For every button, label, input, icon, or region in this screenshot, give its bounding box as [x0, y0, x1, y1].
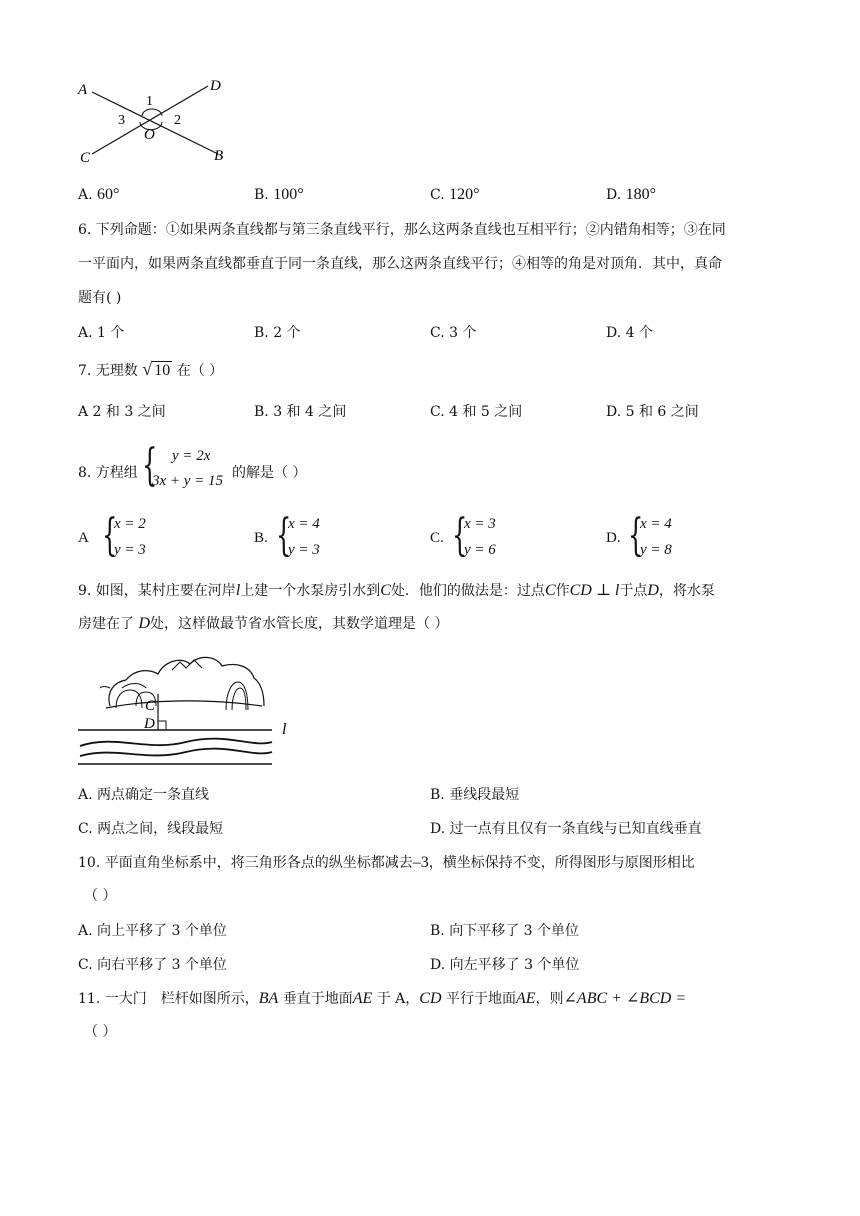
label-c: C	[80, 150, 91, 166]
symbol-ae: AE	[515, 990, 536, 1007]
intersecting-lines-figure	[74, 72, 234, 168]
right-angle-mark	[158, 721, 166, 730]
q6-option-a[interactable]: A. 1 个	[78, 325, 125, 341]
line-ab	[92, 92, 218, 154]
brace: {	[628, 510, 644, 561]
hill-detail	[122, 684, 146, 689]
q8-prefix: 8. 方程组	[78, 465, 138, 481]
label-a: A	[78, 82, 88, 98]
text: 10. 平面直角坐标系中，将三角形各点的纵坐标都减去	[78, 855, 413, 871]
q5-option-c[interactable]	[430, 186, 480, 204]
q8-option-c[interactable]	[430, 510, 530, 564]
option-eq1: x = 4	[640, 516, 672, 532]
label-o: O	[144, 127, 155, 143]
hills-outline	[109, 657, 264, 706]
text: ，横坐标保持不变，所得图形与原图形相比	[428, 855, 695, 871]
q6-stem-line2: 一平面内，如果两条直线都垂直于同一条直线，那么这两条直线平行；④相等的角是对顶角．其中，真命	[78, 256, 722, 272]
text: 11. 一大门 栏杆如图所示，	[78, 991, 259, 1007]
q8-eq2: 3x + y = 15	[152, 473, 224, 489]
option-value: 120°	[449, 186, 480, 203]
text: 9. 如图，某村庄要在河岸	[78, 583, 236, 599]
left-bush	[100, 687, 110, 689]
q9-option-d[interactable]: D. 过一点有且仅有一条直线与已知直线垂直	[430, 821, 702, 837]
option-letter: B.	[254, 187, 269, 203]
symbol-ba: BA	[258, 990, 279, 1007]
q10-option-c[interactable]: C. 向右平移了 3 个单位	[78, 957, 227, 973]
q6-option-c[interactable]: C. 3 个	[430, 325, 477, 341]
text: 作	[555, 583, 570, 599]
expr-cd-perp-l: CD ⊥ l	[569, 582, 620, 599]
q7-option-c[interactable]: C. 4 和 5 之间	[430, 404, 523, 420]
arch-2	[232, 688, 246, 710]
q6-option-b[interactable]: B. 2 个	[254, 325, 301, 341]
option-value: 180°	[625, 186, 657, 203]
label-b: B	[214, 148, 224, 164]
q6-stem-line3: 题有( )	[78, 290, 122, 306]
option-letter: A.	[78, 187, 93, 203]
option-eq1: x = 4	[288, 516, 320, 532]
symbol-ae: AE	[352, 990, 373, 1007]
q8-system	[142, 440, 232, 494]
symbol-d: D	[138, 615, 151, 632]
option-eq2: y = 8	[640, 542, 672, 558]
text: 于点	[619, 583, 648, 599]
q7-suffix: 在（ ）	[176, 363, 224, 379]
label-angle-3: 3	[118, 113, 125, 128]
wave-2	[80, 749, 272, 756]
text: 处，这样做最节省水管长度，其数学道理是（ ）	[150, 616, 449, 632]
option-eq2: y = 6	[464, 542, 496, 558]
q8-option-a[interactable]	[78, 510, 178, 564]
option-eq2: y = 3	[288, 542, 320, 558]
value-minus-3: –3	[412, 854, 429, 871]
text: 垂直于地面	[282, 991, 353, 1007]
q11-stem-line2: （ ）	[84, 1024, 117, 1040]
brace: {	[452, 510, 468, 561]
q8-option-d[interactable]	[606, 510, 706, 564]
q10-option-b[interactable]: B. 向下平移了 3 个单位	[430, 923, 579, 939]
q8-suffix: 的解是（ ）	[232, 465, 307, 481]
q6-stem-line1: 6. 下列命题：①如果两条直线都与第三条直线平行，那么这两条直线也互相平行；②内错角相等；③在同	[78, 222, 726, 238]
option-letter: D.	[606, 530, 621, 546]
text: 房建在了	[78, 616, 134, 632]
q5-option-a[interactable]	[78, 186, 119, 204]
option-value: 100°	[273, 186, 304, 203]
expr-angle-sum: ∠ABC + ∠BCD =	[563, 990, 687, 1007]
symbol-l: l	[235, 582, 241, 599]
option-value: 60°	[97, 186, 120, 203]
village-river-figure	[76, 648, 296, 770]
q8-option-b[interactable]	[254, 510, 354, 564]
q9-stem-line2	[78, 613, 448, 633]
brace: {	[102, 510, 118, 561]
wave-1	[80, 739, 272, 746]
sqrt-10: √ 10	[142, 359, 171, 379]
brace: {	[142, 440, 158, 491]
text: 处．他们的做法是：过点	[390, 583, 545, 599]
q9-option-c[interactable]: C. 两点之间，线段最短	[78, 821, 224, 837]
option-eq1: x = 3	[464, 516, 496, 532]
label-angle-1: 1	[146, 94, 153, 109]
option-eq2: y = 3	[114, 542, 146, 558]
symbol-cd: CD	[419, 990, 442, 1007]
q7-option-d[interactable]: D. 5 和 6 之间	[606, 404, 699, 420]
q8-eq1: y = 2x	[172, 448, 211, 464]
text: 于 A，	[376, 991, 420, 1007]
option-letter: B.	[254, 530, 268, 546]
label-d: D	[210, 78, 221, 94]
symbol-d: D	[647, 582, 659, 599]
q9-option-b[interactable]: B. 垂线段最短	[430, 787, 520, 803]
q7-prefix: 7. 无理数	[78, 363, 138, 379]
q9-option-a[interactable]: A. 两点确定一条直线	[78, 787, 210, 803]
ground-line	[106, 701, 262, 708]
symbol-c: C	[380, 582, 391, 599]
text: 平行于地面	[445, 991, 516, 1007]
option-letter: C.	[430, 530, 444, 546]
q9-stem-line1	[78, 580, 715, 600]
q7-option-b[interactable]: B. 3 和 4 之间	[254, 404, 347, 420]
text: ，将水泵	[658, 583, 715, 599]
option-letter: D.	[606, 187, 622, 203]
label-angle-2: 2	[174, 113, 181, 128]
q6-option-d[interactable]: D. 4 个	[606, 325, 653, 341]
option-eq1: x = 2	[114, 516, 146, 532]
q11-stem-line1	[78, 988, 686, 1008]
brace: {	[276, 510, 292, 561]
q10-stem-line1	[78, 852, 695, 872]
q5-option-d[interactable]	[606, 186, 656, 204]
q10-stem-line2: （ ）	[84, 888, 117, 904]
option-letter: A	[78, 530, 89, 546]
symbol-c: C	[544, 582, 556, 599]
option-letter: C.	[430, 187, 445, 203]
q7-stem	[78, 360, 223, 380]
q10-option-d[interactable]: D. 向左平移了 3 个单位	[430, 957, 580, 973]
text: ，则	[535, 991, 564, 1007]
q10-option-a[interactable]: A. 向上平移了 3 个单位	[78, 923, 227, 939]
radicand: 10	[154, 362, 171, 379]
label-d: D	[144, 716, 155, 732]
label-l: l	[282, 721, 287, 738]
text: 上建一个水泵房引水到	[240, 583, 381, 599]
q5-option-b[interactable]	[254, 186, 304, 204]
q7-option-a[interactable]: A 2 和 3 之间	[78, 404, 166, 420]
label-c: C	[145, 698, 156, 714]
